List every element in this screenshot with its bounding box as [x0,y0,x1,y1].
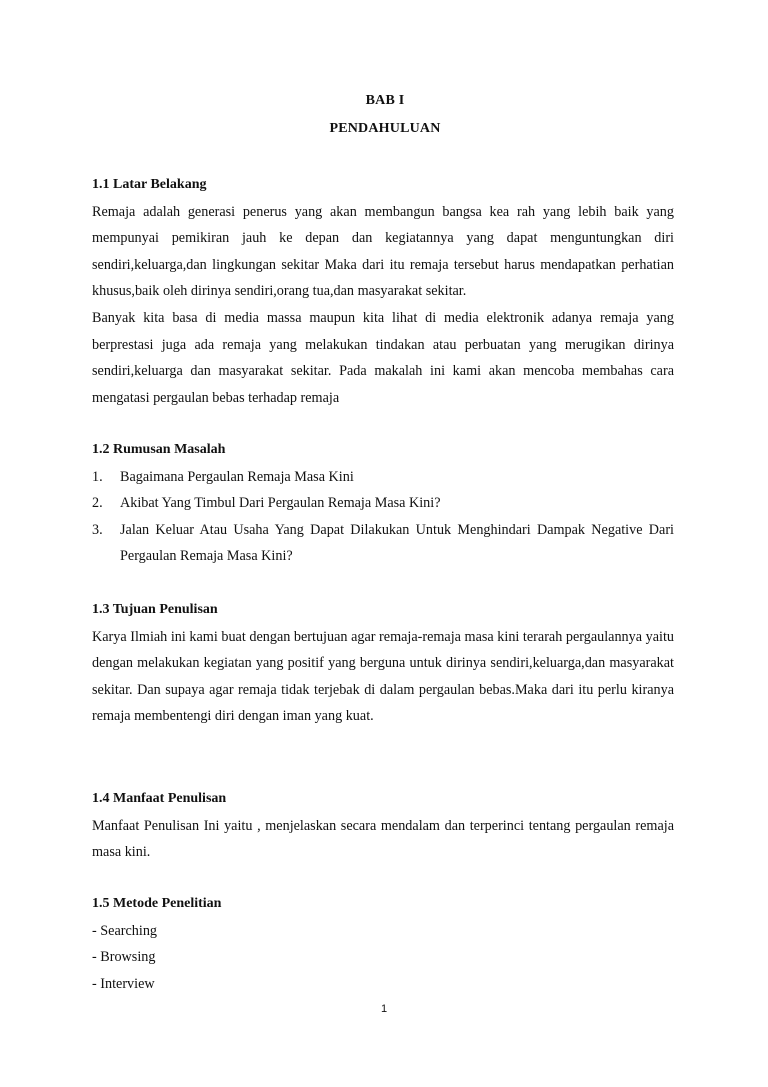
paragraph: Remaja adalah generasi penerus yang akan membangun bangsa kea rah yang lebih baik yang mempunyai pemikiran jauh ke depan dan kegiatannya yang dapat menguntungkan diri sendiri,keluarga,dan lingkungan sekitar Maka dari itu remaja tersebut harus mendapatkan perhatian khusus,baik oleh dirinya sendiri,orang tua,dan masyarakat sekitar. [92,203,674,300]
list-number: 3. [92,521,103,538]
section-manfaat-penulisan [92,786,674,866]
method-item: - Searching [92,922,158,939]
list-number: 2. [92,495,103,512]
page-number: 1 [380,1003,388,1015]
paragraph: Karya Ilmiah ini kami buat dengan bertujuan agar remaja-remaja masa kini terarah pergaulannya yaitu dengan melakukan kegiatan yang positif yang berguna untuk dirinya sendiri,keluarga,dan masyarakat sekitar. Dan supaya agar remaja tidak terjebak di dalam pergaulan bebas.Maka dari itu perlu kiranya remaja membentengi diri dengan iman yang kuat. [92,628,674,725]
section-rumusan-masalah [92,437,674,570]
section-heading: 1.1 Latar Belakang [92,177,207,192]
list-item [92,464,674,491]
paragraph: Banyak kita basa di media massa maupun kita lihat di media elektronik adanya remaja yang berprestasi juga ada remaja yang melakukan tindakan atau perbuatan yang merugikan dirinya sendiri,keluarga dan masyarakat sekitar. Pada makalah ini kami akan mencoba membahas cara mengatasi pergaulan bebas terhadap remaja [92,309,674,406]
section-heading: 1.2 Rumusan Masalah [92,442,226,457]
section-heading: 1.3 Tujuan Penulisan [92,602,218,617]
list-item [92,490,674,517]
method-item: - Interview [92,975,155,992]
list-item [92,517,674,570]
list-number: 1. [92,468,103,485]
section-metode-penelitian [92,891,674,997]
problem-list [92,464,674,570]
section-heading: 1.5 Metode Penelitian [92,896,222,911]
section-tujuan-penulisan [92,597,674,730]
chapter-title: PENDAHULUAN [329,121,441,136]
list-text: Jalan Keluar Atau Usaha Yang Dapat Dilakukan Untuk Menghindari Dampak Negative Dari Pergaulan Remaja Masa Kini? [120,521,674,565]
list-text: Akibat Yang Timbul Dari Pergaulan Remaja Masa Kini? [120,495,441,512]
method-item: - Browsing [92,949,156,966]
paragraph: Manfaat Penulisan Ini yaitu , menjelaskan secara mendalam dan terperinci tentang pergaulan remaja masa kini. [92,817,674,861]
section-latar-belakang [92,172,674,411]
list-text: Bagaimana Pergaulan Remaja Masa Kini [120,468,354,485]
section-heading: 1.4 Manfaat Penulisan [92,791,227,806]
chapter-label: BAB I [365,93,405,108]
